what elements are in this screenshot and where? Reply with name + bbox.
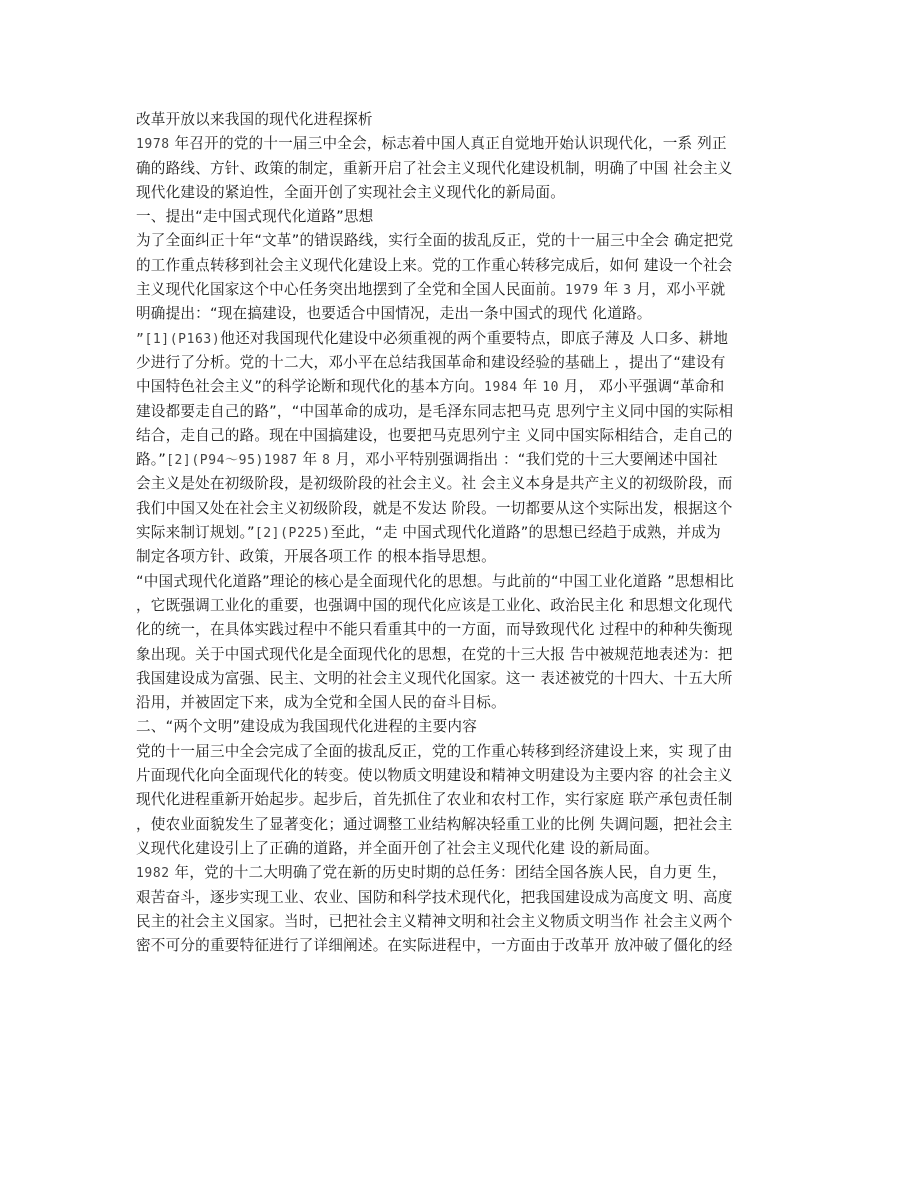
text-segment: 年	[517, 378, 543, 396]
text-segment: 象出现。关于中国式现代化是全面现代化的思想，在党的十三大报 告中被规范地表述为：把	[136, 645, 733, 663]
text-segment: 一、提出“走中国式现代化道路”思想	[136, 208, 374, 226]
text-segment-mono: 8	[322, 453, 331, 469]
text-line	[136, 181, 784, 205]
text-segment: 密不可分的重要特征进行了详细阐述。在实际进程中，一方面由于改革开 放冲破了僵化的经	[136, 937, 733, 955]
text-segment-mono: [2](P225)	[254, 526, 331, 542]
text-line	[136, 132, 784, 156]
text-segment: 沿用，并被固定下来，成为全党和全国人民的奋斗目标。	[136, 694, 506, 712]
text-segment: 党的十一届三中全会完成了全面的拔乱反正，党的工作重心转移到经济建设上来，实 现了由	[136, 742, 733, 760]
text-segment: 年召开的党的十一届三中全会，标志着中国人真正自觉地开始认识现代化，一系 列正	[169, 135, 727, 153]
text-line	[136, 229, 784, 253]
text-segment: 中国特色社会主义”的科学论断和现代化的基本方向。	[136, 378, 485, 396]
text-line	[136, 594, 784, 618]
text-segment: 制定各项方针、政策，开展各项工作 的根本指导思想。	[136, 548, 496, 566]
text-segment-mono: [1](P163)	[144, 331, 221, 347]
text-segment: 建设都要走自己的路”，“中国革命的成功，是毛泽东同志把马克 思列宁主义同中国的实际相	[136, 402, 734, 420]
text-line	[136, 643, 784, 667]
text-line	[136, 545, 784, 569]
text-line	[136, 740, 784, 764]
text-line	[136, 691, 784, 715]
text-segment: 确的路线、方针、政策的制定，重新开启了社会主义现代化建设机制，明确了中国 社会主义	[136, 159, 733, 177]
text-line	[136, 813, 784, 837]
text-line	[136, 764, 784, 788]
text-line	[136, 618, 784, 642]
text-segment: 至此，“走 中国式现代化道路”的思想已经趋于成熟，并成为	[330, 524, 721, 542]
text-segment: ，使农业面貌发生了显著变化；通过调整工业结构解决轻重工业的比例 失调问题，把社会主	[136, 815, 733, 833]
text-segment: 民主的社会主义国家。当时，已把社会主义精神文明和社会主义物质文明当作 社会主义两个	[136, 912, 733, 930]
text-line	[136, 400, 784, 424]
text-segment-mono: 1984	[484, 380, 518, 396]
text-line	[136, 570, 784, 594]
text-line	[136, 788, 784, 812]
text-segment: 我国建设成为富强、民主、文明的社会主义现代化国家。这一 表述被党的十四大、十五大所	[136, 669, 733, 687]
text-segment: 少进行了分析。党的十二大，邓小平在总结我国革命和建设经验的基础上 ，提出了“建设有	[136, 353, 726, 371]
text-line	[136, 472, 784, 496]
text-segment: 为了全面纠正十年“文革”的错误路线，实行全面的拔乱反正，党的十一届三中全会 确定把党	[136, 232, 734, 250]
text-line	[136, 837, 784, 861]
text-line	[136, 278, 784, 302]
text-segment: 明确提出：“现在搞建设，也要适合中国情况，走出一条中国式的现代 化道路。	[136, 305, 652, 323]
text-segment: 结合，走自己的路。现在中国搞建设，也要把马克思列宁主 义同中国实际相结合，走自己的	[136, 426, 733, 444]
text-segment: ，它既强调工业化的重要，也强调中国的现代化应该是工业化、政治民主化 和思想文化现代	[136, 596, 733, 614]
text-segment-mono: ”	[136, 331, 145, 347]
text-line	[136, 715, 784, 739]
text-segment: 二、“两个文明”建设成为我国现代化进程的主要内容	[136, 718, 477, 736]
text-line	[136, 327, 784, 351]
text-line	[136, 910, 784, 934]
text-line	[136, 205, 784, 229]
text-line	[136, 351, 784, 375]
text-line	[136, 521, 784, 545]
text-line	[136, 497, 784, 521]
text-line	[136, 254, 784, 278]
text-segment: 现代化进程重新开始起步。起步后，首先抓住了农业和农村工作，实行家庭 联产承包责任制	[136, 791, 733, 809]
text-line	[136, 424, 784, 448]
text-line	[136, 861, 784, 885]
text-segment: 月，邓小平就	[631, 281, 726, 299]
text-line	[136, 886, 784, 910]
text-line	[136, 934, 784, 958]
text-segment: 现代化建设的紧迫性，全面开创了实现社会主义现代化的新局面。	[136, 183, 566, 201]
document-body	[136, 108, 784, 958]
text-segment: 化的统一，在具体实践过程中不能只看重其中的一方面，而导致现代化 过程中的种种失衡现	[136, 621, 733, 639]
text-segment-mono: 1979	[565, 283, 599, 299]
text-segment-mono: [2](P94～95)1987	[166, 453, 298, 469]
text-segment: 主义现代化国家这个中心任务突出地摆到了全党和全国人民面前。	[136, 281, 566, 299]
text-segment: 月，邓小平特别强调指出 ：“我们党的十三大要阐述中国社	[330, 451, 718, 469]
text-segment-mono: 1982	[136, 866, 170, 882]
text-segment: 艰苦奋斗，逐步实现工业、农业、国防和科学技术现代化，把我国建设成为高度文 明、高度	[136, 888, 733, 906]
text-segment-mono: 3	[623, 283, 632, 299]
document-text	[136, 132, 784, 958]
text-segment: 片面现代化向全面现代化的转变。使以物质文明建设和精神文明建设为主要内容 的社会主义	[136, 767, 733, 785]
text-segment: 年	[598, 281, 624, 299]
text-line	[136, 302, 784, 326]
text-segment: “中国式现代化道路”理论的核心是全面现代化的思想。与此前的“中国工业化道路 ”思想相比	[136, 572, 735, 590]
text-line	[136, 375, 784, 399]
text-segment: 年，党的十二大明确了党在新的历史时期的总任务：团结全国各族人民，自力更 生，	[169, 864, 727, 882]
document-title: 改革开放以来我国的现代化进程探析	[136, 111, 373, 128]
text-line	[136, 667, 784, 691]
text-segment: 月， 邓小平强调“革命和	[559, 378, 725, 396]
text-segment: 会主义是处在初级阶段，是初级阶段的社会主义。社 会主义本身是共产主义的初级阶段，而	[136, 475, 733, 493]
text-segment: 年	[297, 451, 323, 469]
text-segment-mono: 10	[542, 380, 560, 396]
text-segment: 的工作重点转移到社会主义现代化建设上来。党的工作重心转移完成后，如何 建设一个社会	[136, 256, 733, 274]
text-segment: 义现代化建设引上了正确的道路，并全面开创了社会主义现代化建 设的新局面。	[136, 839, 659, 857]
text-segment: 我们中国又处在社会主义初级阶段，就是不发达 阶段。一切都要从这个实际出发，根据这个	[136, 499, 733, 517]
text-segment: 路。”	[136, 451, 167, 469]
text-segment: 他还对我国现代化建设中必须重视的两个重要特点，即底子薄及 人口多、耕地	[220, 329, 729, 347]
text-line	[136, 448, 784, 472]
text-segment-mono: 1978	[136, 137, 170, 153]
text-segment: 实际来制订规划。”	[136, 524, 255, 542]
text-line	[136, 157, 784, 181]
